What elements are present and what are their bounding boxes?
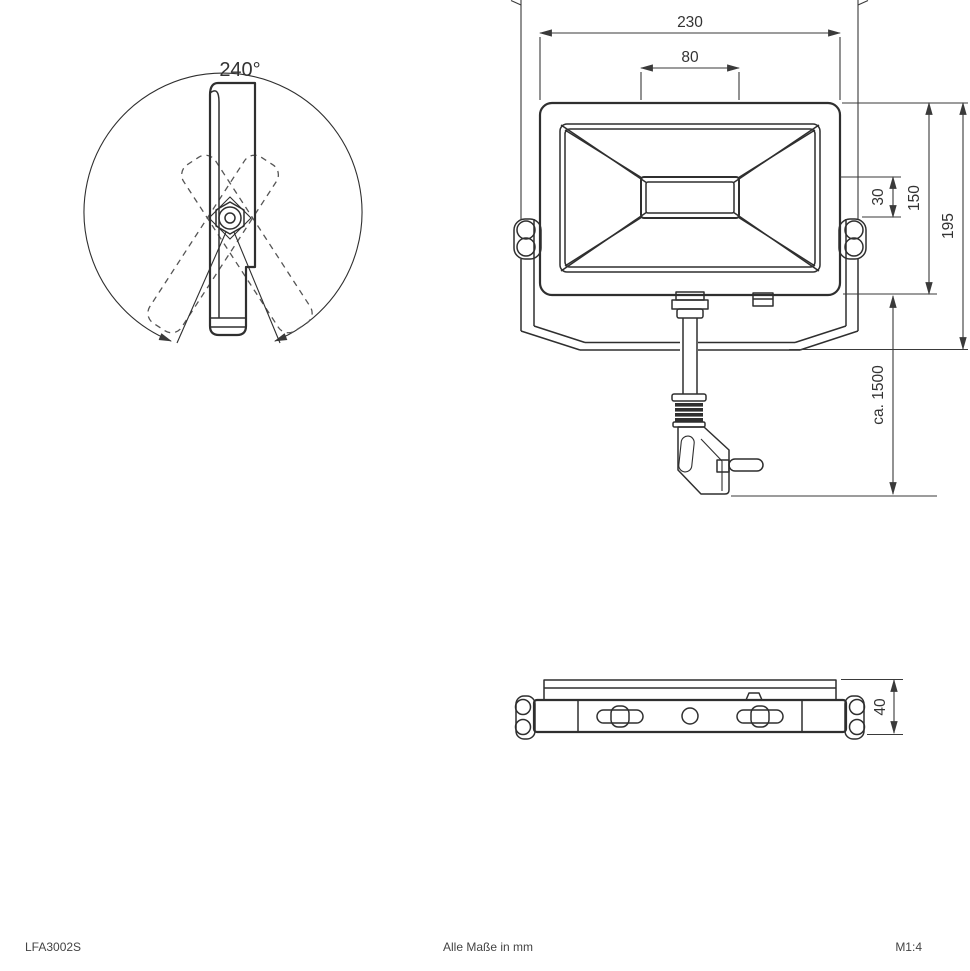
plug-pin [729, 459, 763, 471]
front-view [511, 0, 968, 496]
dim-depth [841, 680, 903, 735]
plug-pin-base [717, 460, 729, 472]
title-block [25, 940, 922, 954]
dim-total-height [940, 103, 963, 349]
mounting-slot-right [737, 706, 783, 727]
dim-led-height-label: 30 [870, 188, 887, 206]
side-view [84, 59, 362, 343]
scale-note: M1:4 [895, 940, 922, 954]
units-note: Alle Maße in mm [442, 940, 534, 954]
pivot-nut-icon [209, 197, 251, 239]
dim-total-height-label: 195 [940, 213, 957, 239]
top-knob-right [845, 696, 865, 739]
rotation-range-dashed [143, 151, 316, 338]
dim-depth-label: 40 [872, 698, 889, 716]
rotation-label: 240° [219, 59, 261, 81]
mounting-knob-right [839, 219, 866, 259]
top-view [516, 680, 904, 740]
dim-led-width-label: 80 [681, 49, 699, 66]
dim-cable-length-label: ca. 1500 [870, 365, 887, 425]
dim-led-width [641, 49, 739, 100]
led-module [641, 177, 739, 218]
reflector [560, 124, 820, 272]
dim-led-height [870, 177, 893, 217]
top-knob-left [516, 696, 536, 739]
power-plug [678, 427, 763, 494]
center-hole [682, 708, 698, 724]
dim-cable-length [870, 296, 893, 494]
mounting-knob-left [514, 219, 541, 259]
lamp-body-outline [540, 103, 840, 295]
power-cable [683, 318, 697, 394]
mounting-slot-left [597, 706, 643, 727]
dim-body-height-label: 150 [906, 185, 923, 211]
dim-body-height [906, 103, 929, 294]
top-body [534, 680, 846, 732]
strain-relief [672, 394, 706, 427]
rotation-arc [84, 73, 362, 341]
model-number: LFA3002S [25, 940, 82, 954]
dim-width-label: 230 [677, 14, 703, 31]
